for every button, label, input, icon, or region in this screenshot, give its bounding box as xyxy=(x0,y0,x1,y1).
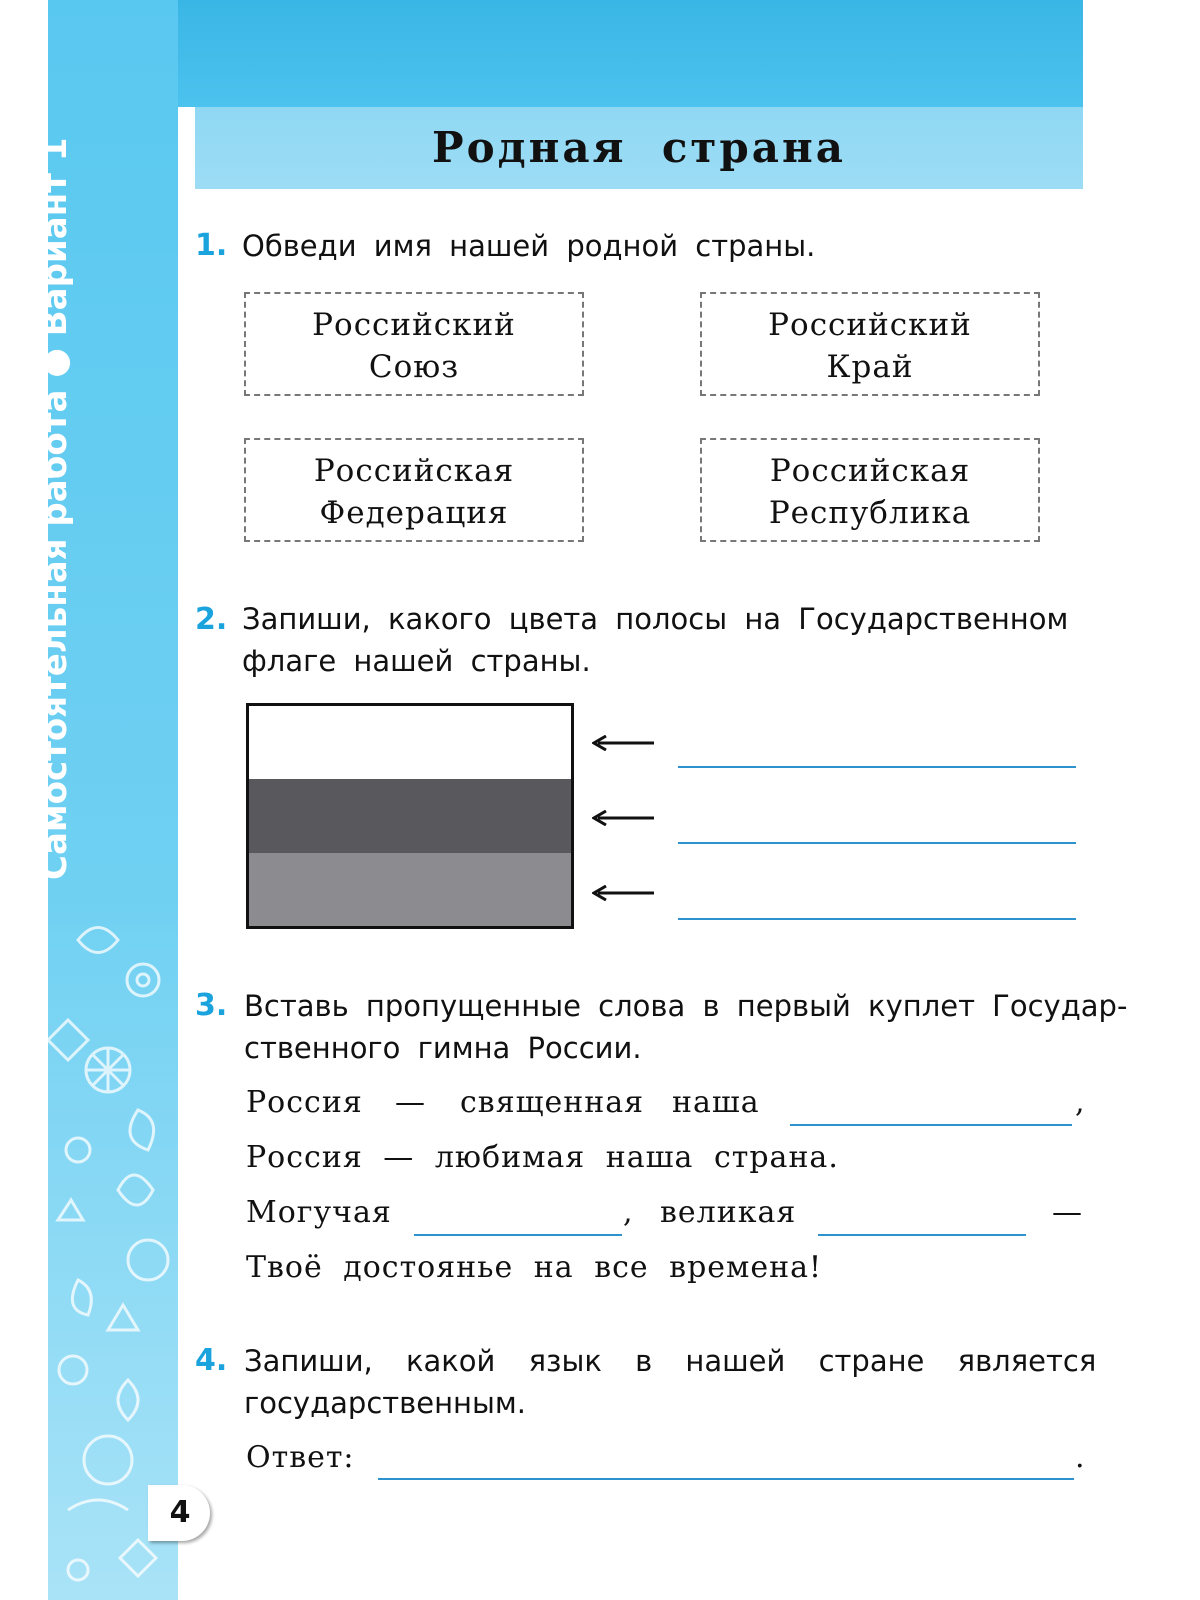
question-2-text-line-1: Запиши, какого цвета полосы на Государственном xyxy=(242,602,1069,636)
question-1-text: Обведи имя нашей родной страны. xyxy=(242,229,816,263)
option-line-2: Край xyxy=(826,349,914,385)
side-label-variant: Самостоятельная работа ● Вариант 1 xyxy=(35,137,75,880)
anthem-dash: — xyxy=(1052,1195,1083,1230)
answer-line-language[interactable] xyxy=(378,1478,1074,1480)
answer-line-stripe-2[interactable] xyxy=(678,842,1076,844)
anthem-line-2: Россия — любимая наша страна. xyxy=(246,1140,839,1175)
top-color-band xyxy=(48,0,1083,107)
option-line-1: Российский xyxy=(312,307,516,343)
anthem-dash: — xyxy=(395,1085,426,1120)
answer-line-stripe-3[interactable] xyxy=(678,918,1076,920)
anthem-blank-3[interactable] xyxy=(818,1234,1026,1236)
page-margin xyxy=(178,145,195,1600)
option-line-2: Федерация xyxy=(319,495,509,531)
anthem-blank-2[interactable] xyxy=(414,1234,622,1236)
anthem-word-our: наша xyxy=(672,1085,760,1120)
anthem-word-sacred: священная xyxy=(460,1085,645,1120)
flag-stripe-top xyxy=(249,706,571,779)
flag-stripe-middle xyxy=(249,779,571,853)
arrow-left-icon xyxy=(592,810,654,826)
question-1-number: 1. xyxy=(195,228,228,263)
option-line-1: Российская xyxy=(313,453,515,489)
question-3-number: 3. xyxy=(195,988,228,1023)
anthem-comma: , xyxy=(1075,1085,1086,1120)
flag-outline xyxy=(246,703,574,929)
answer-label: Ответ: xyxy=(246,1440,355,1475)
question-3-text-line-2: ственного гимна России. xyxy=(244,1031,642,1065)
flag-stripe-bottom xyxy=(249,853,571,926)
option-line-1: Российская xyxy=(769,453,971,489)
question-2-number: 2. xyxy=(195,602,228,637)
page-title: Родная страна xyxy=(432,123,846,172)
arrow-left-icon xyxy=(592,885,654,901)
arrow-left-icon xyxy=(592,735,654,751)
anthem-word-russia: Россия xyxy=(246,1085,363,1120)
anthem-word-mighty: Могучая xyxy=(246,1195,392,1230)
option-russian-krai[interactable] xyxy=(700,292,1040,396)
question-3-text-line-1: Вставь пропущенные слова в первый куплет Государ- xyxy=(244,989,1128,1023)
answer-line-stripe-1[interactable] xyxy=(678,766,1076,768)
question-2-text-line-2: флаге нашей страны. xyxy=(242,644,591,678)
option-russian-republic[interactable] xyxy=(700,438,1040,542)
question-4-text-line-1: Запиши, какой язык в нашей стране является xyxy=(244,1344,1097,1378)
anthem-blank-1[interactable] xyxy=(790,1124,1072,1126)
anthem-word-great: великая xyxy=(660,1195,797,1230)
option-line-2: Союз xyxy=(368,349,460,385)
option-russian-union[interactable] xyxy=(244,292,584,396)
answer-period: . xyxy=(1075,1440,1086,1475)
question-4-number: 4. xyxy=(195,1343,228,1378)
anthem-line-4: Твоё достоянье на все времена! xyxy=(246,1250,823,1285)
option-russian-federation[interactable] xyxy=(244,438,584,542)
option-line-2: Республика xyxy=(768,495,972,531)
question-4-text-line-2: государственным. xyxy=(244,1386,526,1420)
page-number: 4 xyxy=(169,1495,191,1530)
anthem-comma: , xyxy=(623,1195,634,1230)
option-line-1: Российский xyxy=(768,307,972,343)
